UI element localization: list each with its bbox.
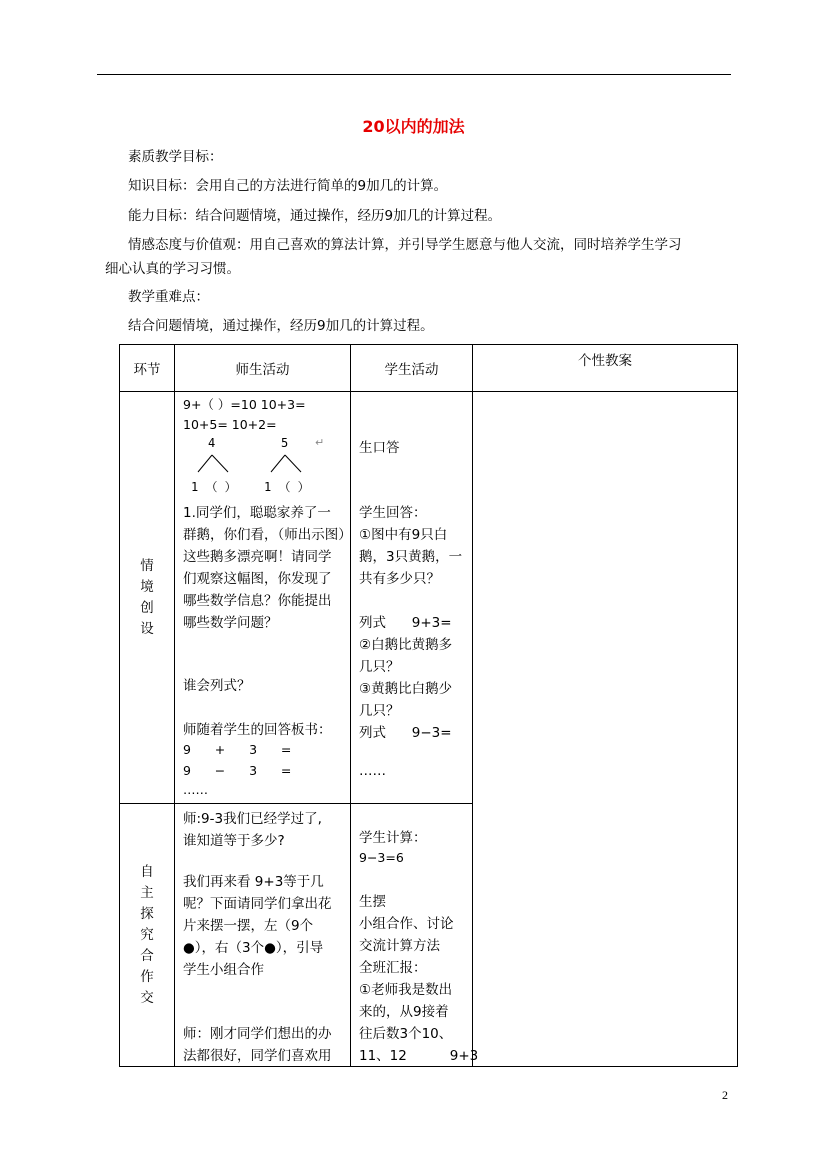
student-text-line: 列式 9+3=: [359, 615, 452, 631]
student-text-line: ①图中有9只白: [359, 527, 448, 543]
header-stage: 环节: [120, 345, 175, 392]
header-teacher-activity: 师生活动: [175, 345, 351, 392]
student-text-line: 9−3=6: [359, 850, 404, 865]
table-row: [120, 392, 738, 804]
header-rule: [97, 74, 731, 75]
student-text-line: ③黄鹅比白鹅少: [359, 681, 453, 697]
branch-line: [285, 455, 301, 472]
student-text-line: 共有多少只？: [359, 571, 440, 587]
header-personal-plan: 个性教案: [473, 345, 738, 392]
board-formula: 9 − 3 =: [183, 763, 292, 778]
teacher-text-line: 师:9-3我们已经学过了,: [183, 811, 322, 827]
section-char: 交: [140, 989, 154, 1006]
student-text-line: 学生计算：: [359, 830, 427, 846]
teacher-text-line: 我们再来看 9+3等于几: [183, 874, 324, 890]
section-char: 主: [140, 884, 154, 901]
student-text-line: 交流计算方法: [359, 938, 440, 954]
decomposition-bottom: 1 （ ）: [191, 480, 237, 494]
teacher-text-line: 1.同学们，聪聪家养了一: [183, 505, 331, 521]
section-name-situation: [120, 392, 175, 804]
teacher-activity-cell: [175, 804, 351, 1067]
teacher-text-line: 哪些数学信息？你能提出: [183, 593, 332, 609]
student-text-line: 11、12 9+3: [359, 1048, 479, 1064]
section-char: 自: [140, 863, 154, 880]
student-text-line: 小组合作、讨论: [359, 916, 454, 932]
paragraph-key-points: 结合问题情境，通过操作，经历9加几的计算过程。: [128, 318, 434, 334]
teacher-text-line: 法都很好，同学们喜欢用: [183, 1048, 332, 1064]
section-name-exploration: [120, 804, 175, 1067]
paragraph-attitude-goal-cont: 细心认真的学习习惯。: [105, 261, 240, 277]
student-text-line: 往后数3个10、: [359, 1026, 453, 1042]
return-mark-icon: ↵: [315, 436, 325, 449]
student-activity-cell: [351, 804, 479, 1067]
section-char: 探: [140, 905, 154, 922]
lesson-plan-table: [119, 344, 738, 1067]
table-header-row: [120, 345, 738, 392]
student-text-line: 几只？: [359, 659, 400, 675]
branch-line: [198, 455, 212, 472]
section-char: 合: [140, 947, 154, 964]
teacher-text-line: ●），右（3个●），引导: [183, 940, 324, 956]
section-char: 究: [140, 926, 154, 943]
branch-line: [212, 455, 228, 472]
teacher-text-line: 们观察这幅图，你发现了: [183, 571, 332, 587]
student-text-line: 生口答: [359, 440, 400, 456]
decomposition-bottom: 1 （ ）: [264, 480, 310, 494]
ellipsis: ……: [183, 782, 208, 797]
teacher-text-line: 学生小组合作: [183, 962, 264, 978]
teacher-text-line: 这些鹅多漂亮啊！请同学: [183, 549, 332, 565]
student-text-line: 几只？: [359, 703, 400, 719]
decomposition-branches: [195, 452, 355, 476]
student-text-line: 来的，从9接着: [359, 1004, 449, 1020]
board-formula: 9 + 3 =: [183, 742, 292, 757]
student-text-line: 列式 9−3=: [359, 725, 452, 741]
paragraph-key-points-heading: 教学重难点：: [128, 289, 209, 305]
paragraph-knowledge-goal: 知识目标：会用自己的方法进行简单的9加几的计算。: [128, 178, 448, 194]
student-text-line: ……: [359, 763, 386, 779]
section-char: 创: [140, 599, 154, 616]
teacher-text-line: 师随着学生的回答板书：: [183, 722, 332, 738]
personal-plan-cell: [473, 392, 738, 1067]
paragraph-ability-goal: 能力目标：结合问题情境，通过操作，经历9加几的计算过程。: [128, 208, 502, 224]
teacher-activity-cell: [175, 392, 351, 804]
decomposition-top: 4: [208, 436, 216, 450]
student-text-line: ①老师我是数出: [359, 982, 453, 998]
teacher-text-line: 呢？下面请同学们拿出花: [183, 896, 332, 912]
equation-line: 10+5= 10+2=: [183, 417, 277, 432]
student-text-line: 学生回答：: [359, 505, 427, 521]
student-text-line: 鹅，3只黄鹅，一: [359, 549, 463, 565]
header-student-activity: 学生活动: [351, 345, 473, 392]
teacher-text-line: 群鹅，你们看，（师出示图）: [183, 527, 352, 543]
paragraph-attitude-goal: 情感态度与价值观：用自己喜欢的算法计算，并引导学生愿意与他人交流，同时培养学生学习: [128, 237, 682, 253]
student-text-line: ②白鹅比黄鹅多: [359, 637, 453, 653]
teacher-text-line: 师：刚才同学们想出的办: [183, 1026, 332, 1042]
paragraph-goals-heading: 素质教学目标：: [128, 149, 223, 165]
section-char: 设: [140, 620, 154, 637]
teacher-text-line: 哪些数学问题？: [183, 615, 278, 631]
teacher-text-line: 谁会列式？: [183, 678, 251, 694]
student-text-line: 全班汇报：: [359, 960, 427, 976]
section-char: 境: [140, 578, 154, 595]
teacher-text-line: 谁知道等于多少?: [183, 833, 285, 849]
teacher-text-line: 片来摆一摆，左（9个: [183, 918, 314, 934]
section-char: 情: [140, 557, 154, 574]
page-title: 20以内的加法: [362, 117, 465, 136]
student-text-line: 生摆: [359, 894, 386, 910]
page-number: 2: [722, 1088, 728, 1102]
student-activity-cell: [351, 392, 473, 804]
decomposition-top: 5: [281, 436, 289, 450]
section-char: 作: [140, 968, 154, 985]
branch-line: [271, 455, 285, 472]
equation-line: 9+（ ）=10 10+3=: [183, 397, 306, 412]
